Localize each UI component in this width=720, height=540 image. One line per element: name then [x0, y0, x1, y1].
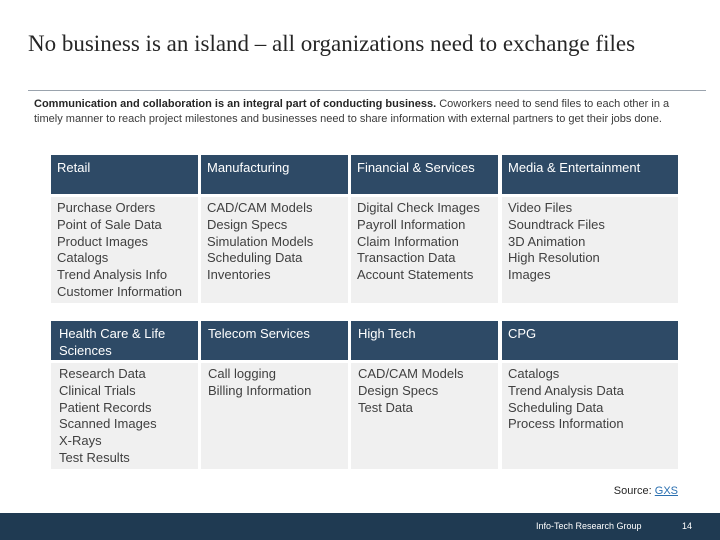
list-item: Customer Information	[57, 283, 182, 299]
list-item: Claim Information	[357, 233, 459, 249]
list-item: Process Information	[508, 416, 624, 432]
footer-organization: Info-Tech Research Group	[536, 521, 642, 531]
table2-header-high-tech: High Tech	[351, 321, 498, 360]
intro-paragraph	[34, 97, 694, 127]
list-item: Scheduling Data	[207, 250, 303, 266]
table2-column-telecom	[201, 363, 348, 469]
footer-bar	[0, 513, 720, 540]
list-item: Simulation Models	[207, 233, 314, 249]
table1-header-media-entertainment: Media & Entertainment	[502, 155, 678, 194]
table1-column-manufacturing	[201, 197, 348, 303]
table1-header-financial-services: Financial & Services	[351, 155, 498, 194]
list-item: Research Data	[59, 366, 146, 381]
table2-header-health-care: Health Care & Life Sciences	[51, 321, 198, 360]
list-item: Test Results	[59, 449, 130, 465]
list-item: CAD/CAM Models	[207, 200, 313, 215]
slide-title: No business is an island – all organizations need to exchange files	[28, 31, 636, 56]
table1-column-media-entertainment	[502, 197, 678, 303]
list-item: Digital Check Images	[357, 200, 480, 215]
industry-table-1	[51, 155, 678, 303]
table1-column-financial-services	[351, 197, 498, 303]
list-item: Trend Analysis Data	[508, 382, 624, 398]
intro-body-text: Coworkers need to send files to each other in a timely manner to reach project milestones and businesses need to share information with external partners to get their jobs done.	[34, 98, 670, 125]
list-item: Scheduling Data	[508, 399, 604, 415]
source-note	[614, 485, 678, 497]
industry-table-2	[51, 321, 678, 469]
title-divider	[28, 90, 706, 91]
list-item: Purchase Orders	[57, 200, 156, 215]
list-item: Design Specs	[358, 382, 439, 398]
list-item: 3D Animation	[508, 233, 586, 249]
page-number: 14	[682, 521, 693, 531]
table1-column-retail	[51, 197, 198, 303]
table1-header-manufacturing: Manufacturing	[201, 155, 348, 194]
list-item: Catalogs	[57, 250, 109, 266]
source-label: Source:	[613, 485, 652, 497]
list-item: X-Rays	[59, 433, 102, 449]
table2-header-telecom: Telecom Services	[201, 321, 348, 360]
table2-header-cpg: CPG	[502, 321, 678, 360]
table1-header-retail: Retail	[51, 155, 198, 194]
list-item: Video Files	[508, 200, 573, 215]
list-item: Scanned Images	[59, 416, 157, 432]
list-item: Clinical Trials	[59, 382, 136, 398]
list-item: Account Statements	[357, 267, 474, 283]
list-item: CAD/CAM Models	[358, 366, 464, 381]
list-item: Transaction Data	[357, 250, 456, 266]
list-item: High Resolution	[508, 250, 600, 266]
list-item: Patient Records	[59, 399, 152, 415]
list-item: Billing Information	[208, 382, 312, 398]
list-item: Trend Analysis Info	[57, 267, 168, 283]
list-item: Catalogs	[508, 366, 560, 381]
list-item: Call logging	[208, 366, 276, 381]
list-item: Test Data	[358, 399, 413, 415]
list-item: Payroll Information	[357, 216, 466, 232]
list-item: Soundtrack Files	[508, 216, 605, 232]
source-link[interactable]: GXS	[654, 485, 678, 497]
intro-bold-text: Communication and collaboration is an integral part of conducting business.	[34, 98, 437, 110]
list-item: Inventories	[207, 267, 271, 283]
list-item: Product Images	[57, 233, 149, 249]
table2-column-high-tech	[351, 363, 498, 469]
table2-column-cpg	[502, 363, 678, 469]
list-item: Design Specs	[207, 216, 288, 232]
list-item: Images	[508, 267, 551, 283]
list-item: Point of Sale Data	[57, 216, 162, 232]
table2-column-health-care	[51, 363, 198, 469]
